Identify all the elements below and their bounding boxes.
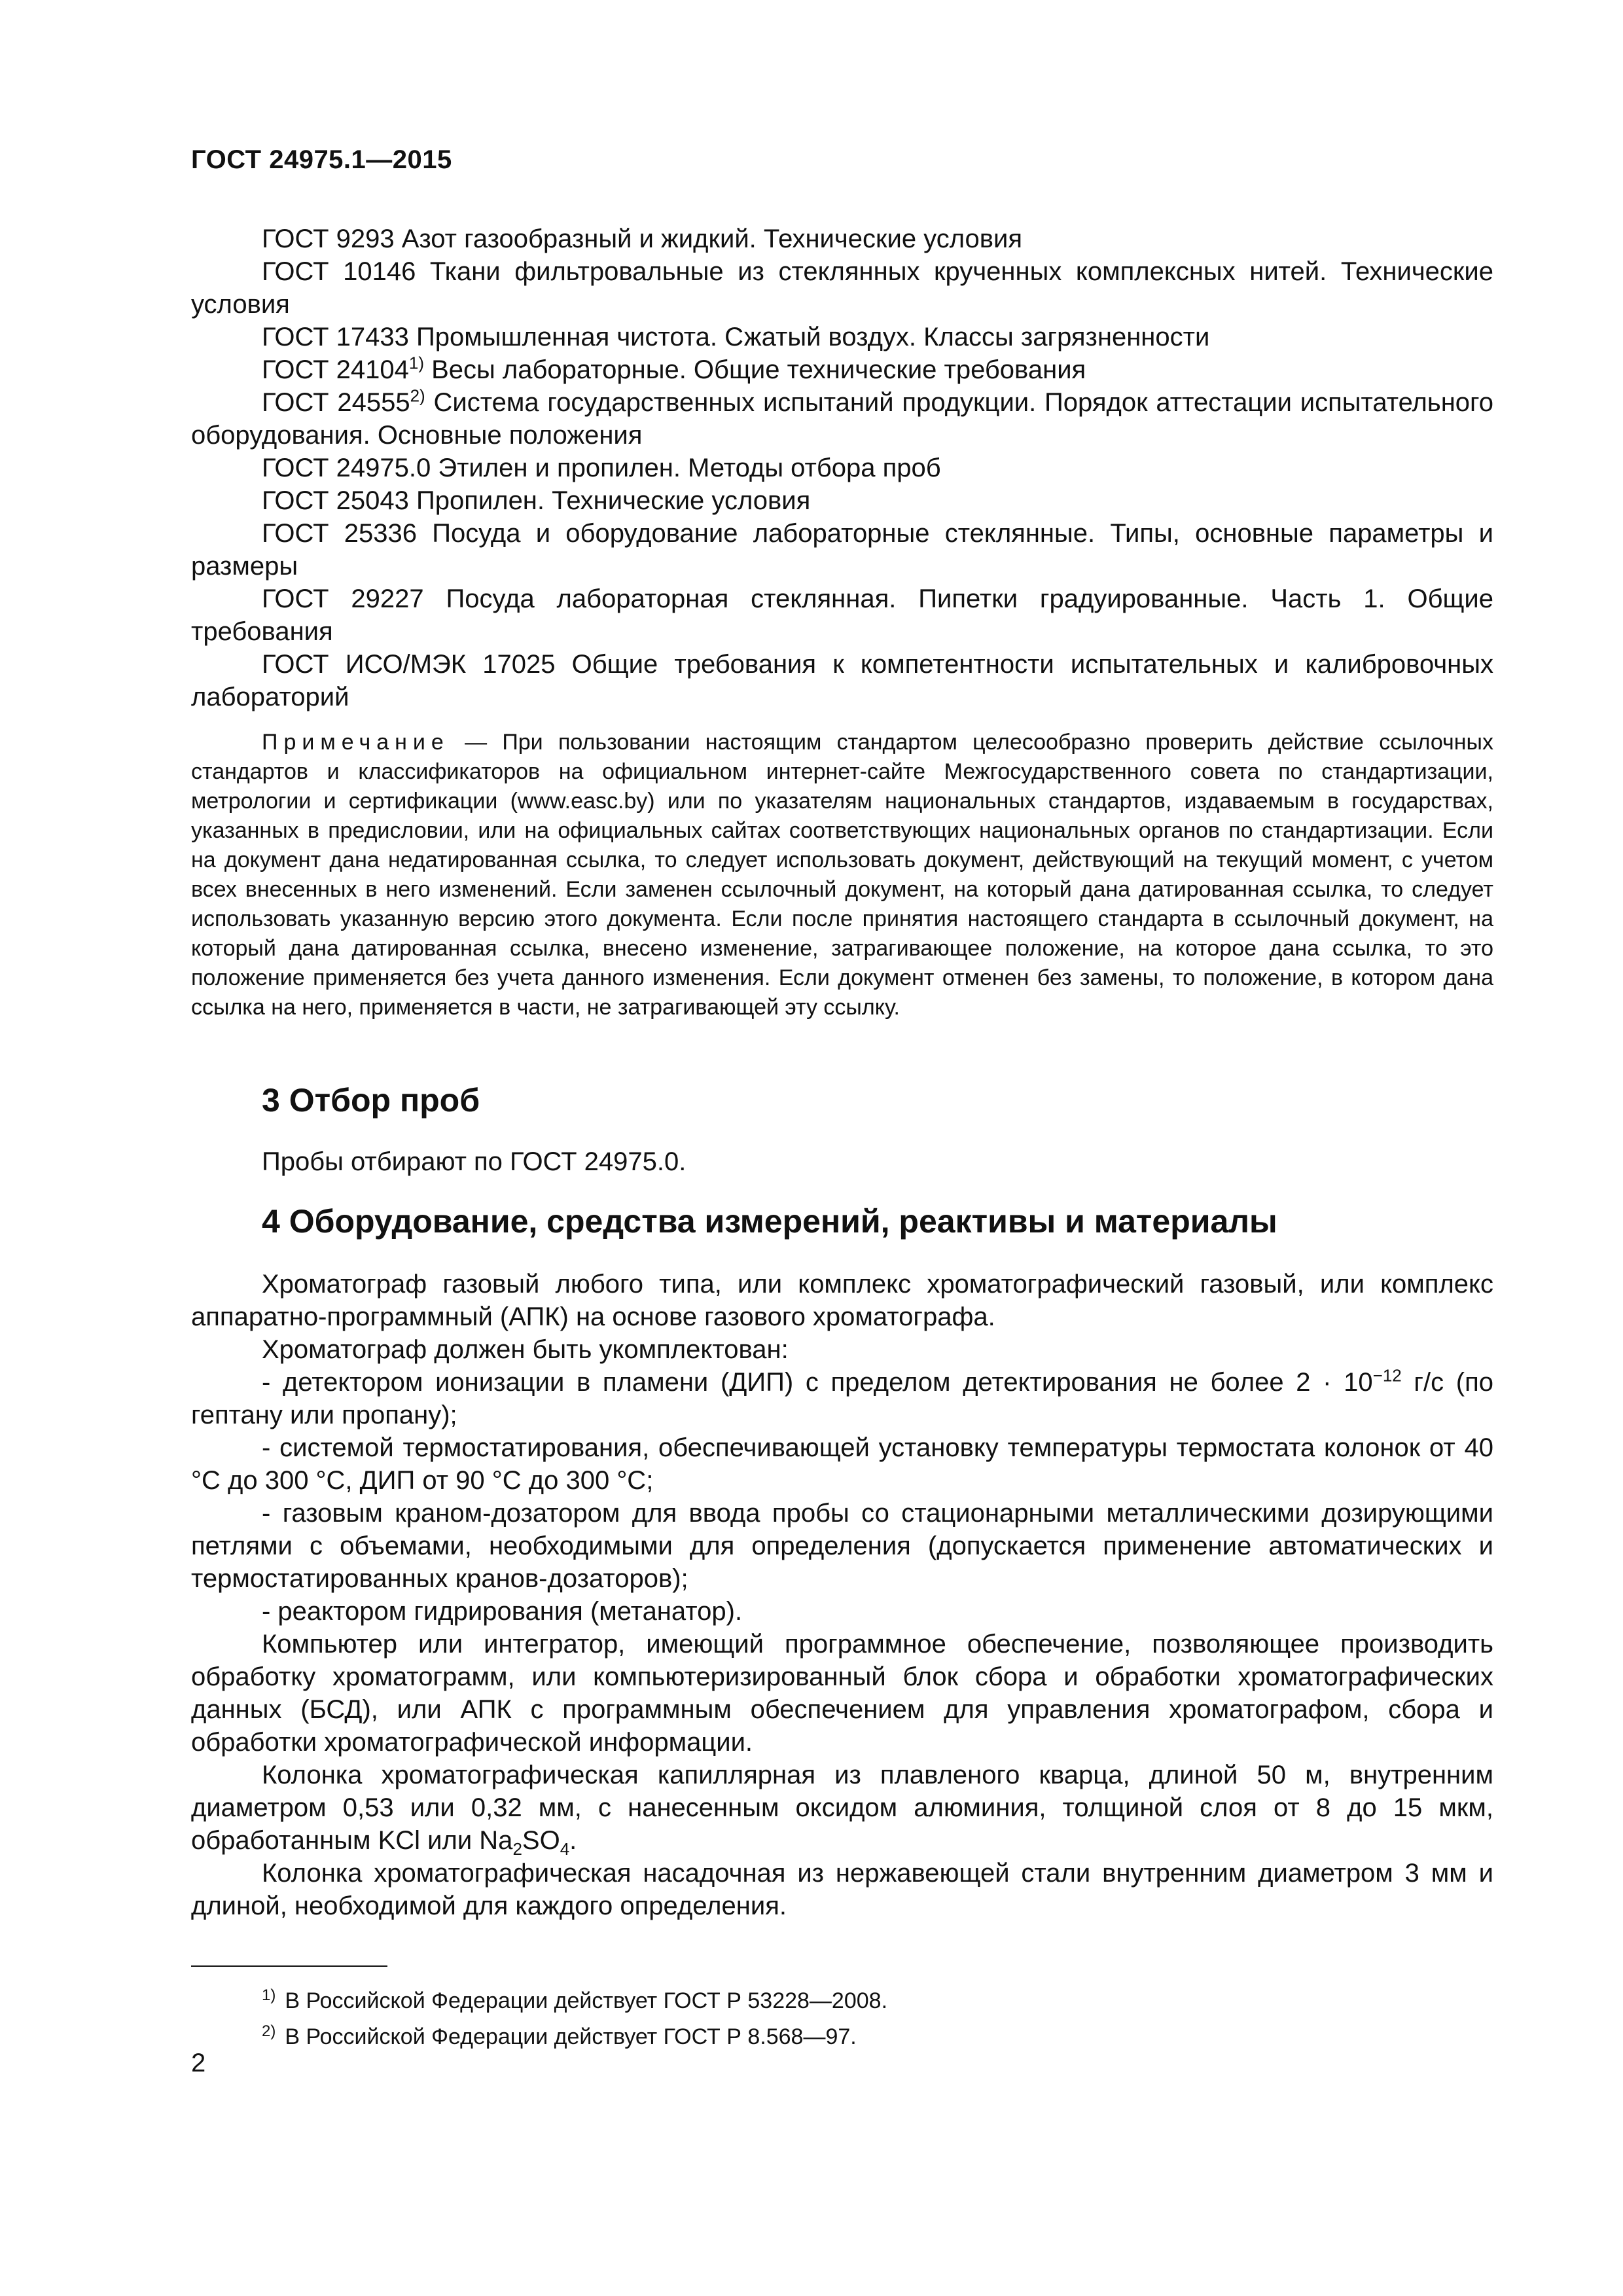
list-item: - реактором гидрирования (метанатор). xyxy=(262,1597,743,1626)
reference-code: ГОСТ 24104 xyxy=(262,355,409,384)
paragraph xyxy=(191,1759,1493,1857)
footnote-marker: 1) xyxy=(408,353,424,373)
paragraph-text: SO xyxy=(522,1826,560,1855)
note-paragraph xyxy=(191,728,1493,1022)
footnote-mark: 2) xyxy=(262,2022,276,2040)
reference-item: ГОСТ 9293 Азот газообразный и жидкий. Технические условия xyxy=(262,224,1023,253)
note-text: — При пользовании настоящим стандартом целесообразно проверить действие ссылочных стандартов и классификаторов на официальном интернет-сайте Межгосударственного совета по стандартизации, метрологии и сертификации (www.easc.by) или по указателям национальных стандартов, издаваемым в государствах, указанных в предисловии, или на официальных сайтах соответствующих национальных органов по стандартизации. Если на документ дана недатированная ссылка, то следует использовать документ, действующий на текущий момент, с учетом всех внесенных в него изменений. Если заменен ссылочный документ, на который дана датированная ссылка, то следует использовать указанную версию этого документа. Если после принятия настоящего стандарта в ссылочный документ, на который дана датированная ссылка, внесено изменение, затрагивающее положение, на которое дана ссылка, то это положение применяется без учета данного изменения. Если документ отменен без замены, то положение, в котором дана ссылка на него, применяется в части, не затрагивающей эту ссылку. xyxy=(191,730,1493,1020)
page-number: 2 xyxy=(191,2049,206,2077)
reference-item: ГОСТ 17433 Промышленная чистота. Сжатый воздух. Классы загрязненности xyxy=(262,323,1210,351)
subscript: 4 xyxy=(560,1839,570,1859)
paragraph-text: Колонка хроматографическая капиллярная из плавленого кварца, длиной 50 м, внутренним диаметром 0,53 или 0,32 мм, с нанесенным оксидом алюминия, толщиной слоя от 8 до 15 мкм, обработанным KCl или Na xyxy=(191,1761,1493,1855)
list-item xyxy=(191,1366,1493,1431)
reference-title: Весы лабораторные. Общие технические требования xyxy=(424,355,1086,384)
section-4-title: 4 Оборудование, средства измерений, реактивы и материалы xyxy=(262,1203,1277,1240)
reference-item: ГОСТ 25043 Пропилен. Технические условия xyxy=(262,486,811,515)
section-4-body xyxy=(191,1268,1493,1922)
section-3-title: 3 Отбор проб xyxy=(262,1082,480,1119)
footnote-text: В Российской Федерации действует ГОСТ Р 8.568—97. xyxy=(285,2024,857,2049)
reference-item xyxy=(191,353,1493,386)
reference-item: ГОСТ 10146 Ткани фильтровальные из стеклянных крученных комплексных нитей. Технические условия xyxy=(191,257,1493,319)
note-label: Примечание xyxy=(262,730,450,755)
reference-item: ГОСТ 29227 Посуда лабораторная стеклянная. Пипетки градуированные. Часть 1. Общие требования xyxy=(191,584,1493,646)
footnote-mark: 1) xyxy=(262,1986,276,2004)
reference-item: ГОСТ ИСО/МЭК 17025 Общие требования к компетентности испытательных и калибровочных лабораторий xyxy=(191,650,1493,711)
reference-title: Система государственных испытаний продукции. Порядок аттестации испытательного оборудования. Основные положения xyxy=(191,388,1493,450)
reference-item: ГОСТ 25336 Посуда и оборудование лабораторные стеклянные. Типы, основные параметры и размеры xyxy=(191,519,1493,581)
footnote-divider xyxy=(191,1965,387,1967)
list-item: - газовым краном-дозатором для ввода пробы со стационарными металлическими дозирующими петлями с объемами, необходимыми для определения (допускается применение автоматических и термостатированных кранов-дозаторов); xyxy=(191,1499,1493,1593)
section-3-body: Пробы отбирают по ГОСТ 24975.0. xyxy=(262,1147,687,1176)
exponent: −12 xyxy=(1372,1365,1402,1386)
footnote-marker: 2) xyxy=(410,386,425,406)
reference-code: ГОСТ 24555 xyxy=(262,388,410,417)
paragraph: Хроматограф должен быть укомплектован: xyxy=(262,1335,789,1364)
footnotes xyxy=(262,1983,887,2055)
footnote xyxy=(262,2019,887,2055)
paragraph-text: . xyxy=(569,1826,577,1855)
paragraph: Колонка хроматографическая насадочная из нержавеющей стали внутренним диаметром 3 мм и длиной, необходимой для каждого определения. xyxy=(191,1859,1493,1920)
footnote xyxy=(262,1983,887,2019)
paragraph: Хроматограф газовый любого типа, или комплекс хроматографический газовый, или комплекс аппаратно-программный (АПК) на основе газового хроматографа. xyxy=(191,1270,1493,1331)
document-header: ГОСТ 24975.1—2015 xyxy=(191,145,452,174)
list-item: - системой термостатирования, обеспечивающей установку температуры термостата колонок от 40 °С до 300 °С, ДИП от 90 °С до 300 °С; xyxy=(191,1433,1493,1495)
subscript: 2 xyxy=(512,1839,522,1859)
footnote-text: В Российской Федерации действует ГОСТ Р 53228—2008. xyxy=(285,1988,888,2013)
normative-references-list xyxy=(191,223,1493,713)
reference-item: ГОСТ 24975.0 Этилен и пропилен. Методы отбора проб xyxy=(262,454,941,482)
reference-item xyxy=(191,386,1493,452)
list-item-text: г/с (по гептану или пропану); xyxy=(191,1368,1493,1429)
list-item-text: - детектором ионизации в пламени (ДИП) с пределом детектирования не более 2 · 10 xyxy=(262,1368,1373,1397)
paragraph: Компьютер или интегратор, имеющий программное обеспечение, позволяющее производить обработку хроматограмм, или компьютеризированный блок сбора и обработки хроматографических данных (БСД), или АПК с программным обеспечением для управления хроматографом, сбора и обработки хроматографической информации. xyxy=(191,1630,1493,1757)
